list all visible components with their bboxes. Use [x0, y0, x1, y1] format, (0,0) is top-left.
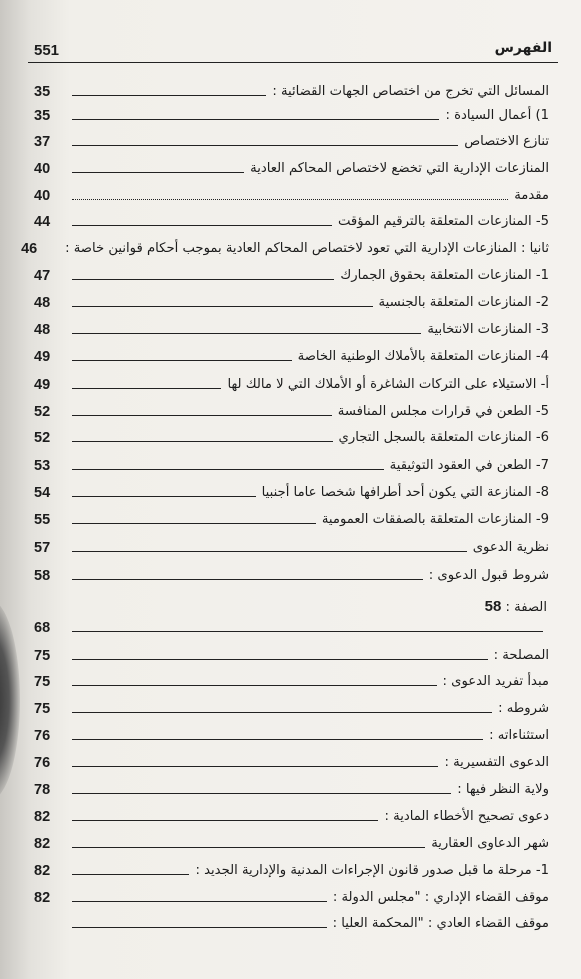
toc-entry-leader — [72, 819, 378, 821]
standalone-label: الصفة : — [505, 600, 547, 615]
toc-entry — [34, 100, 549, 126]
toc-entry-title: شروط قبول الدعوى : — [428, 568, 549, 583]
toc-entry-title: مقدمة — [514, 188, 549, 203]
toc-entry-page: 35 — [34, 84, 51, 100]
toc-entry — [34, 828, 549, 854]
toc-entry-title: استثناءاته : — [489, 728, 549, 743]
toc-entry-leader — [72, 305, 373, 307]
page-number: 551 — [34, 42, 60, 59]
toc-entry-title: ثانيا : المنازعات الإدارية التي تعود لاختصاص المحاكم العادية بموجب أحكام قوانين خاصة : — [65, 241, 549, 256]
toc-entry-page: 54 — [34, 485, 51, 501]
toc-entry-leader — [72, 171, 244, 173]
toc-entry-leader — [72, 846, 425, 848]
toc-entry-page: 52 — [34, 404, 51, 420]
toc-entry — [34, 287, 549, 313]
toc-entry-leader — [72, 495, 256, 497]
toc-entry-page: 82 — [34, 863, 51, 879]
toc-entry-leader — [72, 468, 384, 470]
toc-entry — [34, 206, 549, 232]
toc-entry-leader — [72, 144, 458, 146]
toc-entry — [34, 314, 549, 340]
toc-entry-title: المسائل التي تخرج من اختصاص الجهات القضائية : — [272, 84, 549, 99]
toc-entry — [34, 612, 549, 638]
toc-entry-page: 48 — [34, 295, 51, 311]
toc-entry-title: دعوى تصحيح الأخطاء المادية : — [384, 809, 549, 824]
toc-entry-title: المصلحة : — [493, 648, 549, 663]
toc-entry-title: 6- المنازعات المتعلقة بالسجل التجاري — [338, 430, 549, 445]
toc-entry-page: 75 — [34, 674, 51, 690]
toc-entry-page: 76 — [34, 755, 51, 771]
toc-entry-title: الدعوى التفسيرية : — [444, 755, 549, 770]
toc-entry-page: 47 — [34, 268, 51, 284]
toc-entry-leader — [72, 765, 438, 767]
toc-entry-leader — [72, 359, 292, 361]
toc-entry — [34, 747, 549, 773]
toc-entry-leader — [72, 738, 483, 740]
toc-entry-title: شهر الدعاوى العقارية — [431, 836, 549, 851]
toc-entry — [34, 882, 549, 908]
toc-entry-title: موقف القضاء العادي : "المحكمة العليا : — [332, 916, 549, 931]
toc-entry — [34, 693, 549, 719]
toc-entry-page: 52 — [34, 430, 51, 446]
toc-entry — [34, 422, 549, 448]
toc-entry-leader — [72, 440, 333, 442]
toc-entry-title: 4- المنازعات المتعلقة بالأملاك الوطنية الخاصة — [297, 349, 549, 364]
toc-entry-title: 9- المنازعات المتعلقة بالصفقات العمومية — [321, 512, 549, 527]
toc-entry-page: 44 — [34, 214, 51, 230]
toc-entry-page: 49 — [34, 377, 51, 393]
toc-entry-title: موقف القضاء الإداري : "مجلس الدولة : — [332, 890, 549, 905]
toc-entry-page: 40 — [34, 161, 51, 177]
toc-entry-title: نظرية الدعوى — [472, 540, 549, 555]
toc-entry-leader — [72, 900, 327, 902]
toc-entry — [34, 720, 549, 746]
toc-entry-page: 49 — [34, 349, 51, 365]
toc-entry-page: 57 — [34, 540, 51, 556]
toc-entry-page: 78 — [34, 782, 51, 798]
standalone-page: 58 — [484, 598, 502, 615]
toc-entry-leader — [72, 94, 266, 96]
toc-entry — [34, 341, 549, 367]
toc-entry-title: شروطه : — [498, 701, 549, 716]
toc-entry-leader — [72, 387, 221, 389]
toc-entry-title: أ- الاستيلاء على التركات الشاغرة أو الأملاك التي لا مالك لها — [227, 377, 549, 392]
toc-entry-title: 8- المنازعة التي يكون أحد أطرافها شخصا عاما أجنبيا — [261, 485, 549, 500]
toc-entry-page: 68 — [34, 620, 51, 636]
toc-entry — [34, 774, 549, 800]
toc-entry — [34, 450, 549, 476]
toc-entry — [34, 908, 549, 934]
toc-entry — [34, 477, 549, 503]
toc-entry — [34, 532, 549, 558]
toc-entry-page: 55 — [34, 512, 51, 528]
toc-entry — [34, 260, 549, 286]
toc-entry-leader — [72, 118, 439, 120]
toc-entry-page: 75 — [34, 701, 51, 717]
toc-entry — [21, 233, 549, 259]
toc-entry-leader — [72, 578, 423, 580]
toc-entry-title: 7- الطعن في العقود التوثيقية — [389, 458, 549, 473]
toc-entry-title: 1) أعمال السيادة : — [445, 108, 549, 123]
toc-entry-page: 48 — [34, 322, 51, 338]
toc-entry — [34, 180, 549, 206]
toc-entry-title: 5- المنازعات المتعلقة بالترقيم المؤقت — [337, 214, 549, 229]
toc-entry-page: 75 — [34, 648, 51, 664]
toc-entry-title: 1- المنازعات المتعلقة بحقوق الجمارك — [340, 268, 549, 283]
toc-entry-page: 53 — [34, 458, 51, 474]
toc-entry-page: 76 — [34, 728, 51, 744]
toc-entry — [34, 855, 549, 881]
toc-entry-title: 5- الطعن في قرارات مجلس المنافسة — [337, 404, 549, 419]
toc-entry — [34, 504, 549, 530]
toc-entry-page: 58 — [34, 568, 51, 584]
toc-entry-leader — [72, 684, 437, 686]
toc-entry — [34, 126, 549, 152]
toc-entry-leader — [72, 658, 488, 660]
toc-entry-page: 82 — [34, 836, 51, 852]
toc-entry — [34, 801, 549, 827]
toc-entry-page: 82 — [34, 809, 51, 825]
toc-entry-title: تنازع الاختصاص — [464, 134, 549, 149]
toc-entry-leader — [72, 550, 467, 552]
toc-entry-title: 1- مرحلة ما قبل صدور قانون الإجراءات المدنية والإدارية الجديد : — [195, 863, 549, 878]
toc-entry-leader — [72, 198, 508, 200]
toc-entry — [34, 666, 549, 692]
toc-entry-page: 40 — [34, 188, 51, 204]
toc-entry-leader — [72, 711, 492, 713]
toc-entry-leader — [72, 278, 334, 280]
toc-entry-leader — [72, 792, 451, 794]
toc-entry — [34, 640, 549, 666]
toc-entry — [34, 153, 549, 179]
toc-entry-leader — [72, 926, 327, 928]
toc-entry-page: 46 — [21, 241, 38, 257]
toc-entry — [34, 369, 549, 395]
toc-entry-leader — [72, 332, 421, 334]
toc-entry-title: مبدأ تفريد الدعوى : — [442, 674, 549, 689]
toc-entry-leader — [72, 224, 332, 226]
toc-entry — [34, 76, 549, 102]
header-title: الفهرس — [494, 40, 552, 56]
toc-entry-page: 37 — [34, 134, 51, 150]
toc-entry-leader — [72, 873, 189, 875]
toc-entry-title: 3- المنازعات الانتخابية — [427, 322, 549, 337]
toc-entry-title: 2- المنازعات المتعلقة بالجنسية — [378, 295, 549, 310]
toc-entry — [34, 560, 549, 586]
toc-entry-leader — [72, 630, 543, 632]
toc-entry-title: المنازعات الإدارية التي تخضع لاختصاص المحاكم العادية — [250, 161, 549, 176]
toc-entry-page: 35 — [34, 108, 51, 124]
toc-entry-page: 82 — [34, 890, 51, 906]
toc-entry — [34, 396, 549, 422]
toc-entry-leader — [72, 522, 316, 524]
toc-entry-leader — [72, 414, 332, 416]
toc-entry-title: ولاية النظر فيها : — [457, 782, 549, 797]
